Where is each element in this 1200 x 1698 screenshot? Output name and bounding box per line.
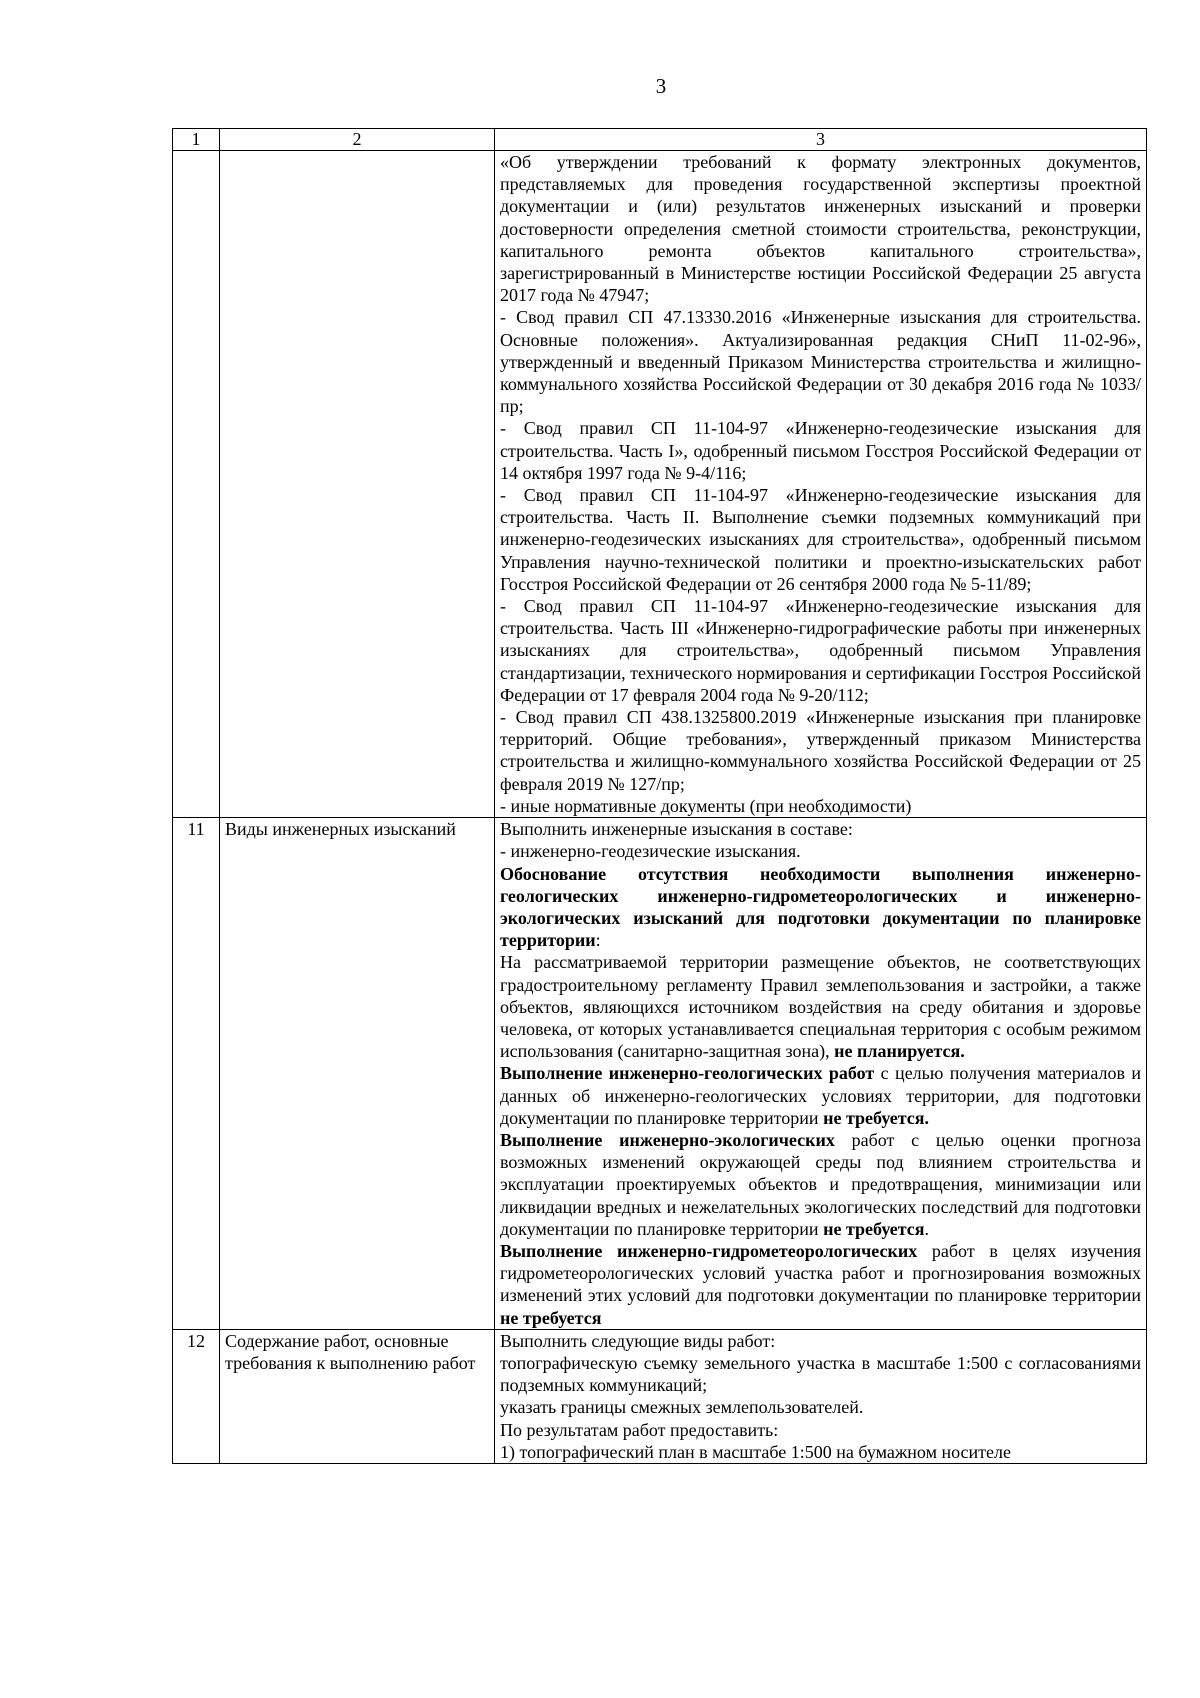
row-name-cell [220,151,495,818]
paragraph-ecological [500,1129,1141,1240]
paragraph-sp-11-104-part2: - Свод правил СП 11-104-97 «Инженерно-геодезические изыскания для строительства. Часть II. Выполнение съемки подземных коммуникаций при инженерно-геодезических изысканиях для строительства», одобренный письмом Управления научно-технической политики и проектно-изыскательских работ Госстроя Российской Федерации от 26 сентября 2000 года № 5-11/89; [500,485,1141,594]
hydromet-text: работ в целях изучения гидрометеорологических условий участка работ и прогнозирования возможных изменений этих условий для подготовки документации по планировке территории [500,1240,1141,1306]
ecological-heading: Выполнение инженерно-экологических [500,1129,835,1150]
paragraph-territory [500,951,1141,1062]
header-col-3: 3 [495,129,1147,151]
ecological-text: работ с целью оценки прогноза возможных изменений окружающей среды под влиянием строительства и эксплуатации проектируемых объектов и предотвращения, минимизации или ликвидации вредных и нежелательных экологических последствий для подготовки документации по планировке территории [500,1129,1141,1239]
territory-text: На рассматриваемой территории размещение объектов, не соответствующих градостроительному регламенту Правил землепользования и застройки, а также объектов, являющихся источником воздействия на среду обитания и здоровье человека, от которых устанавливается специальная территория с особым режимом использования (санитарно-защитная зона), [500,952,1141,1062]
row-content-cell [495,1329,1147,1463]
paragraph-sp-438: - Свод правил СП 438.1325800.2019 «Инженерные изыскания при планировке территорий. Общие требования», утвержденный приказом Министерства строительства и жилищно-коммунального хозяйства Российской Федерации от 25 февраля 2019 № 127/пр; [500,707,1141,794]
table-row-11 [173,818,1147,1330]
territory-conclusion: не планируется. [834,1041,965,1062]
header-col-2: 2 [220,129,495,151]
table-row-12 [173,1329,1147,1463]
geological-conclusion: не требуется. [823,1107,930,1128]
paragraph-sp-11-104-part3: - Свод правил СП 11-104-97 «Инженерно-геодезические изыскания для строительства. Часть III «Инженерно-гидрографические работы при инженерных изысканиях для строительства», одобренный письмом Управления стандартизации, технического нормирования и сертификации Госстроя Российской Федерации от 17 февраля 2004 года № 9-20/112; [500,596,1141,705]
geological-heading: Выполнение инженерно-геологических работ [500,1063,875,1084]
paragraph-other-documents: - иные нормативные документы (при необходимости) [500,795,912,816]
page-number: 3 [655,74,667,98]
hydromet-heading: Выполнение инженерно-гидрометеорологических [500,1240,918,1261]
header-col-1: 1 [173,129,220,151]
geological-text: с целью получения материалов и данных об инженерно-геологических условиях территории, для подготовки документации по планировке территории [500,1063,1142,1128]
row-name-cell: Содержание работ, основные требования к выполнению работ [220,1329,495,1463]
paragraph-sp-11-104-part1: - Свод правил СП 11-104-97 «Инженерно-геодезические изыскания для строительства. Часть I», одобренный письмом Госстроя Российской Федерации от 14 октября 1997 года № 9-4/116; [500,418,1141,483]
row-number-cell [173,151,220,818]
paragraph-geological [500,1062,1141,1129]
justification-colon: : [595,930,601,951]
paragraph-order-reference: «Об утверждении требований к формату электронных документов, представляемых для проведения государственной экспертизы проектной документации и (или) результатов инженерных изысканий и проверки достоверности определения сметной стоимости строительства, реконструкции, капитального ремонта объектов капитального строительства», зарегистрированный в Министерстве юстиции Российской Федерации 25 августа 2017 года № 47947; [500,152,1141,306]
table-row-continuation [173,151,1147,818]
paragraph-boundaries: указать границы смежных землепользователей. [500,1397,864,1418]
paragraph-results: По результатам работ предоставить: [500,1419,779,1440]
ecological-period: . [924,1218,930,1239]
row-content-cell [495,151,1147,818]
row-content-cell [495,818,1147,1330]
row-name-cell: Виды инженерных изысканий [220,818,495,1330]
row-number-cell: 12 [173,1329,220,1463]
hydromet-conclusion: не требуется [500,1307,602,1328]
ecological-conclusion: не требуется [823,1218,925,1239]
specification-table [172,128,1147,1464]
paragraph-survey-scope: Выполнить инженерные изыскания в составе: [500,819,853,840]
paragraph-topographic-survey: топографическую съемку земельного участка в масштабе 1:500 с согласованиями подземных коммуникаций; [500,1352,1141,1396]
table-header-row [173,129,1147,151]
paragraph-work-types: Выполнить следующие виды работ: [500,1330,776,1351]
row-number-cell: 11 [173,818,220,1330]
justification-heading: Обоснование отсутствия необходимости выполнения инженерно-геологических инженерно-гидрометеорологических и инженерно-экологических изысканий для подготовки документации по планировке территории [500,863,1141,951]
paragraph-topographic-plan: 1) топографический план в масштабе 1:500 на бумажном носителе [500,1441,1012,1462]
paragraph-geodetic-survey: - инженерно-геодезические изыскания. [500,841,801,862]
paragraph-hydrometeorological [500,1240,1141,1329]
paragraph-sp-47: - Свод правил СП 47.13330.2016 «Инженерные изыскания для строительства. Основные положения». Актуализированная редакция СНиП 11-02-96», утвержденный и введенный Приказом Министерства строительства и жилищно-коммунального хозяйства Российской Федерации от 30 декабря 2016 года № 1033/пр; [500,307,1141,417]
paragraph-justification [500,863,1141,952]
